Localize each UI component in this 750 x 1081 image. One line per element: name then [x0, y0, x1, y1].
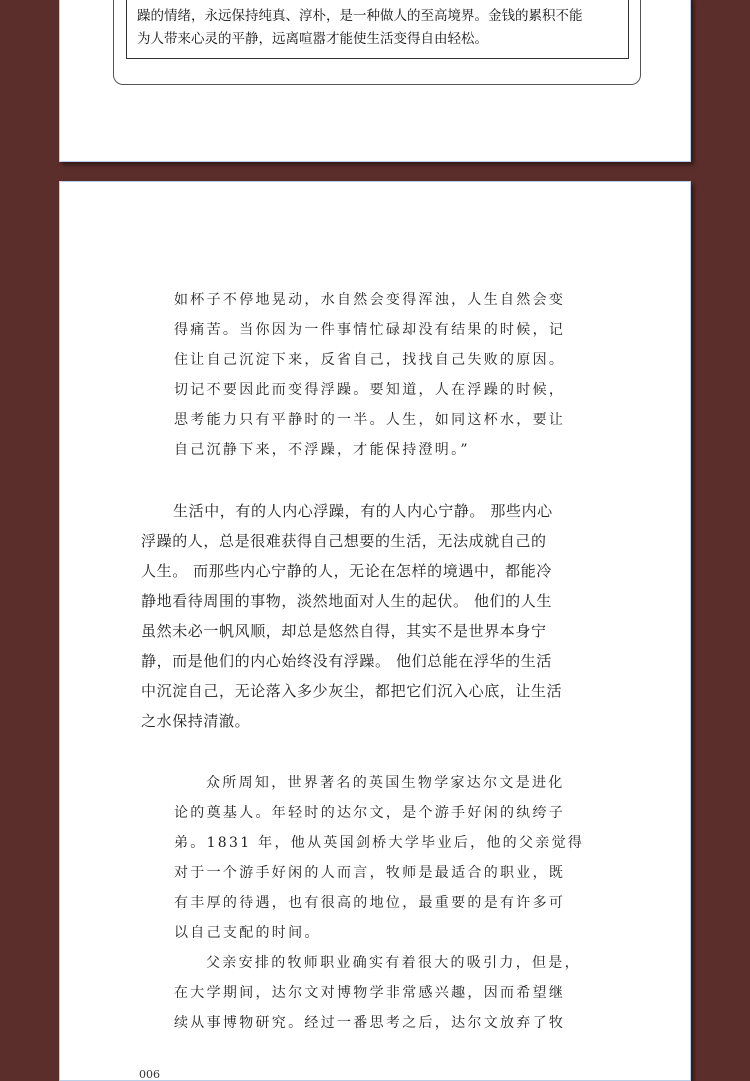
story-line: 续从事博物研究。经过一番思考之后，达尔文放弃了牧	[174, 1015, 566, 1031]
body-line: 人生。 而那些内心宁静的人，无论在怎样的境遇中，都能冷	[141, 562, 552, 580]
summary-line: 为人带来心灵的平静，远离喧嚣才能使生活变得自由轻松。	[137, 31, 488, 47]
quote-line: 住让自己沉淀下来，反省自己，找找自己失败的原因。	[174, 352, 566, 368]
quote-line: 自己沉静下来，不浮躁，才能保持澄明。”	[174, 442, 470, 458]
story-line: 父亲安排的牧师职业确实有着很大的吸引力，但是，	[206, 955, 581, 971]
quote-line: 如杯子不停地晃动，水自然会变得浑浊，人生自然会变	[174, 292, 566, 308]
story-passage	[174, 768, 584, 1038]
summary-line: 躁的情绪，永远保持纯真、淳朴，是一种做人的至高境界。金钱的累积不能	[137, 8, 583, 24]
story-line: 弟。1831 年，他从英国剑桥大学毕业后，他的父亲觉得	[174, 835, 585, 851]
body-line: 静地看待周围的事物，淡然地面对人生的起伏。 他们的人生	[141, 592, 552, 610]
story-line: 以自己支配的时间。	[174, 925, 321, 941]
story-line: 对于一个游手好闲的人而言，牧师是最适合的职业，既	[174, 865, 566, 881]
quote-line: 思考能力只有平静时的一半。人生，如同这杯水，要让	[174, 412, 566, 428]
body-line: 之水保持清澈。	[141, 712, 251, 730]
body-paragraph	[141, 496, 562, 736]
body-line: 虽然未必一帆风顺，却总是悠然自得，其实不是世界本身宁	[141, 622, 547, 640]
quote-line: 得痛苦。当你因为一件事情忙碌却没有结果的时候，记	[174, 322, 566, 338]
story-line: 在大学期间，达尔文对博物学非常感兴趣，因而希望继	[174, 985, 566, 1001]
quote-passage	[174, 285, 565, 465]
previous-page	[59, 0, 691, 162]
story-line: 有丰厚的待遇，也有很高的地位，最重要的是有许多可	[174, 895, 566, 911]
story-line: 论的奠基人。年轻时的达尔文，是个游手好闲的纨绔子	[174, 805, 566, 821]
summary-box	[126, 0, 629, 59]
body-line: 浮躁的人，总是很难获得自己想要的生活，无法成就自己的	[141, 532, 547, 550]
current-page	[59, 181, 691, 1081]
quote-line: 切记不要因此而变得浮躁。要知道，人在浮躁的时候，	[174, 382, 566, 398]
body-line: 生活中，有的人内心浮躁，有的人内心宁静。 那些内心	[173, 502, 553, 520]
body-line: 中沉淀自己，无论落入多少灰尘，都把它们沉入心底，让生活	[141, 682, 563, 700]
story-line: 众所周知，世界著名的英国生物学家达尔文是进化	[206, 775, 565, 791]
body-line: 静，而是他们的内心始终没有浮躁。 他们总能在浮华的生活	[141, 652, 552, 670]
page-number: 006	[139, 1068, 160, 1081]
